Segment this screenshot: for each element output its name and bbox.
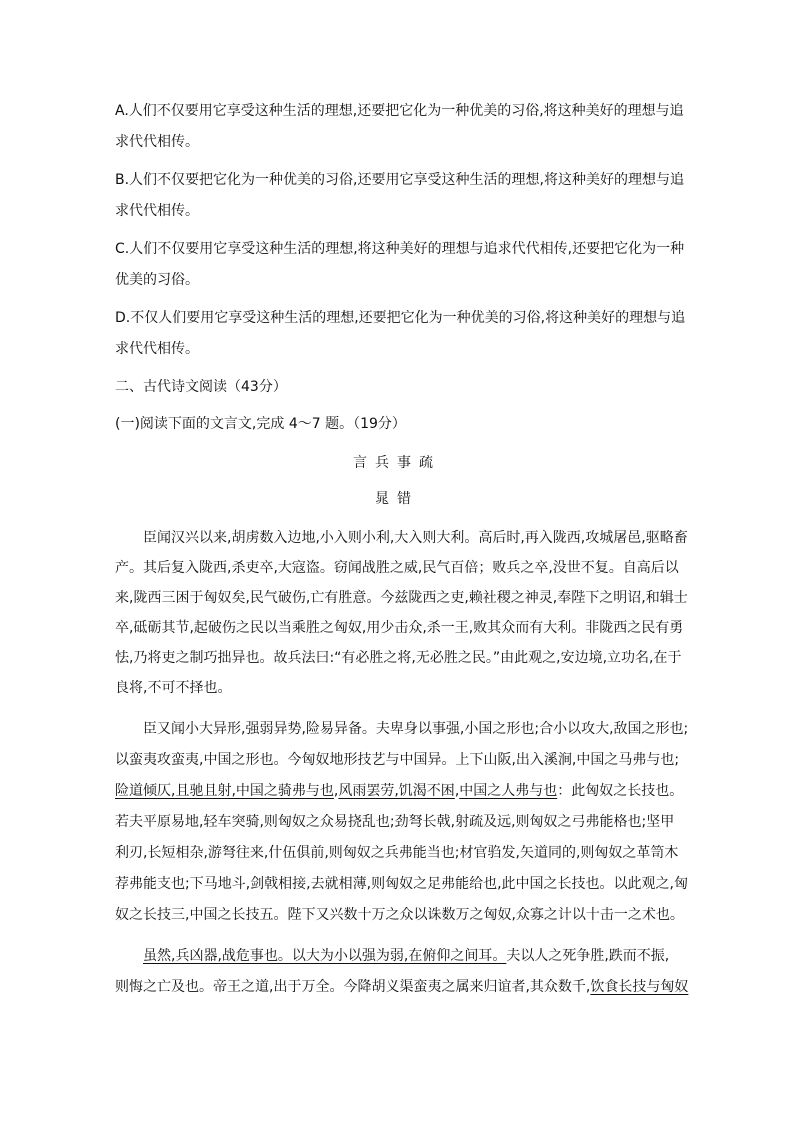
text-run: 则悔之亡及也。帝王之道,出于万全。今降胡义渠蛮夷之属来归谊者,其众数千, bbox=[115, 979, 591, 995]
para1-line: 臣闻汉兴以来,胡虏数入边地,小入则小利,大入则大利。高后时,再入陇西,攻城屠邑,驱略畜 bbox=[143, 530, 688, 546]
essay-title: 言兵事疏 bbox=[353, 455, 441, 471]
option-d-line1: D.不仅人们要用它享受这种生活的理想,还要把它化为一种优美的习俗,将这种美好的理想与追 bbox=[115, 310, 686, 326]
underlined-sentence: 风雨罢劳,饥渴不困 bbox=[338, 783, 455, 799]
para3-line bbox=[115, 977, 688, 997]
option-b-line1: B.人们不仅要把它化为一种优美的习俗,还要用它享受这种生活的理想,将这种美好的理想与追 bbox=[115, 172, 684, 188]
para1-line: 产。其后复入陇西,杀吏卒,大寇盗。窃闻战胜之威,民气百倍；败兵之卒,没世不复。自高后以 bbox=[115, 560, 679, 576]
punctuation: , bbox=[333, 783, 339, 799]
underlined-sentence: 饮食长技与匈奴 bbox=[590, 979, 689, 995]
para1-line: 怯,乃将吏之制巧拙异也。故兵法曰:“有必胜之将,无必胜之民。”由此观之,安边境,立功名,在于 bbox=[115, 650, 682, 666]
para2-line: 以蛮夷攻蛮夷,中国之形也。今匈奴地形技艺与中国异。上下山阪,出入溪涧,中国之马弗与也; bbox=[115, 752, 680, 768]
option-c-line1: C.人们不仅要用它享受这种生活的理想,将这种美好的理想与追求代代相传,还要把它化为一种 bbox=[115, 241, 685, 257]
para2-line: 臣又闻小大异形,强弱异势,险易异备。夫卑身以事强,小国之形也;合小以攻大,敌国之形也; bbox=[143, 721, 689, 737]
section-heading: 二、古代诗文阅读（43分） bbox=[115, 379, 287, 395]
para2-line: 荐弗能支也;下马地斗,剑戟相接,去就相薄,则匈奴之足弗能给也,此中国之长技也。以此观之,匈 bbox=[115, 876, 688, 892]
para1-line: 良将,不可不择也。 bbox=[115, 680, 232, 696]
subsection-heading: (一)阅读下面的文言文,完成 4～7 题。（19分） bbox=[115, 416, 406, 432]
option-c-line2: 优美的习俗。 bbox=[115, 272, 199, 288]
underlined-sentence: 虽然,兵凶器,战危事也。以大为小以强为弱,在俯仰之间耳。 bbox=[143, 948, 507, 964]
para2-line-underlined bbox=[115, 781, 683, 801]
underlined-sentence: 中国之人弗与也 bbox=[459, 783, 558, 799]
para1-line: 卒,砥砺其节,起破伤之民以当乘胜之匈奴,用少击众,杀一王,败其众而有大利。非陇西之民有勇 bbox=[115, 620, 684, 636]
punctuation: , bbox=[454, 783, 460, 799]
essay-author: 晁错 bbox=[375, 491, 419, 507]
option-d-line2: 求代代相传。 bbox=[115, 341, 199, 357]
para1-line: 来,陇西三困于匈奴矣,民气破伤,亡有胜意。今兹陇西之吏,赖社稷之神灵,奉陛下之明诏,和辑士 bbox=[115, 590, 688, 606]
option-a-line1: A.人们不仅要用它享受这种生活的理想,还要把它化为一种优美的习俗,将这种美好的理想与追 bbox=[115, 103, 684, 119]
para2-line: 利刃,长短相杂,游弩往来,什伍俱前,则匈奴之兵弗能当也;材官驺发,矢道同的,则匈奴之革笥木 bbox=[115, 845, 679, 861]
underlined-sentence: 险道倾仄,且驰且射,中国之骑弗与也 bbox=[115, 783, 334, 799]
para2-line: 奴之长技三,中国之长技五。陛下又兴数十万之众以诛数万之匈奴,众寡之计以十击一之术也。 bbox=[115, 907, 684, 923]
para2-line: 若夫平原易地,轻车突骑,则匈奴之众易挠乱也;劲弩长戟,射疏及远,则匈奴之弓弗能格也;坚甲 bbox=[115, 814, 675, 830]
text-run: 夫以人之死争胜,跌而不振, bbox=[506, 948, 670, 964]
option-a-line2: 求代代相传。 bbox=[115, 134, 199, 150]
option-b-line2: 求代代相传。 bbox=[115, 203, 199, 219]
para3-line bbox=[143, 946, 669, 966]
text-run: ：此匈奴之长技也。 bbox=[557, 783, 684, 799]
